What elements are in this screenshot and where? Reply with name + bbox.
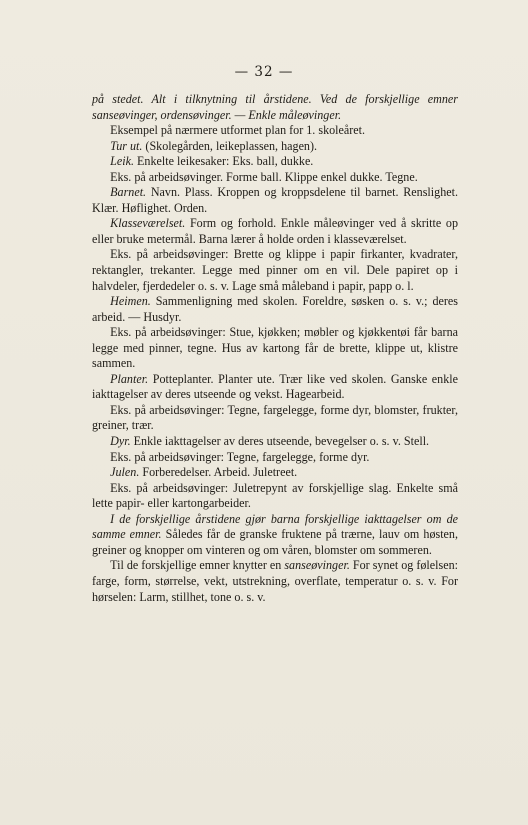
paragraph [92, 465, 458, 481]
text-run: Eks. på arbeidsøvinger: Brette og klippe i papir firkanter, kvadrater, rektangler, trekanter. Legge med pinner om en vil. Dele papiret op i halvdeler, fjerdedeler o. s. v. Lage små måleband i papir, papp o. l. [92, 247, 458, 293]
paragraph [92, 325, 458, 372]
italic-run: Dyr. [110, 434, 131, 449]
italic-run: Tur ut. [110, 138, 143, 153]
paragraph [92, 185, 458, 216]
italic-run: Barnet. [110, 185, 147, 200]
text-run: Forberedelser. Arbeid. Juletreet. [139, 465, 298, 480]
text-run: Navn. Plass. Kroppen og kroppsdelene til barnet. Renslighet. Klær. Høflighet. Orden. [92, 185, 458, 215]
italic-run: Heimen. [110, 294, 151, 309]
page-number: — 32 — [234, 64, 294, 80]
text-run: Eks. på arbeidsøvinger: Tegne, fargelegge, forme dyr, blomster, frukter, greiner, trær. [92, 402, 458, 433]
text-run: For synet og følelsen: farge, form, størrelse, vekt, utstrekning, overflate, temperatur o. s. v. For hørselen: Larm, stillhet, tone o. s. v. [92, 558, 459, 604]
text-run: Således får de granske fruktene på trærne, lauv om høsten, greiner og knopper om vinteren og om våren, blomster om sommeren. [92, 527, 458, 557]
italic-run: I de forskjellige årstidene gjør barna forskjellige iakttagelser om de samme emner. [92, 511, 458, 542]
text-run: Form og forhold. Enkle måleøvinger ved å skritte op eller bruke metermål. Barna lærer å holde orden i klasseværelset. [92, 216, 458, 246]
text-run: Enkle iakttagelser av deres utseende, bevegelser o. s. v. Stell. [130, 434, 430, 449]
italic-run: sanseøvinger. [284, 558, 350, 573]
italic-run: Julen. [110, 465, 140, 480]
paragraph [92, 92, 458, 123]
text-run: Eksempel på nærmere utformet plan for 1. skoleåret. [110, 123, 366, 138]
italic-run: Leik. [110, 154, 134, 169]
text-run: Eks. på arbeidsøvinger: Stue, kjøkken; møbler og kjøkkentøi får barna legge med pinner, tegne. Hus av kartong får de brette, klippe ut, klistre sammen. [92, 325, 458, 371]
paragraph [92, 434, 458, 450]
paragraph [92, 139, 458, 155]
paragraph [92, 481, 458, 512]
text-run: (Skolegården, leikeplassen, hagen). [142, 138, 318, 153]
paragraph [92, 558, 458, 605]
paragraph [92, 123, 458, 139]
text-run: Enkelte leikesaker: Eks. ball, dukke. [134, 154, 314, 169]
text-run: Eks. på arbeidsøvinger: Juletrepynt av forskjellige slag. Enkelte små lette papir- eller kartongarbeider. [92, 480, 458, 511]
text-run: Til de forskjellige emner knytter en [110, 558, 285, 573]
paragraph [92, 512, 458, 559]
text-run: Sammenligning med skolen. Foreldre, søsken o. s. v.; deres arbeid. — Husdyr. [92, 294, 458, 324]
paragraph [92, 154, 458, 170]
paragraph [92, 170, 458, 186]
text-run: Eks. på arbeidsøvinger. Forme ball. Klippe enkel dukke. Tegne. [110, 169, 418, 184]
paragraph [92, 372, 458, 403]
body-text [92, 92, 458, 605]
italic-run: Klasseværelset. [110, 216, 186, 231]
paragraph [92, 247, 458, 294]
text-run: Eks. på arbeidsøvinger: Tegne, fargelegge, forme dyr. [110, 449, 370, 464]
paragraph [92, 403, 458, 434]
italic-run: Planter. [110, 371, 149, 386]
text-run: Potteplanter. Planter ute. Trær like ved skolen. Ganske enkle iakttagelser av deres utseende og vekst. Hagearbeid. [92, 371, 458, 402]
italic-run: på stedet. Alt i tilknytning til årstidene. Ved de forskjellige emner sanseøvinger, ordensøvinger. — Enkle måleøvinger. [92, 92, 458, 122]
paragraph [92, 216, 458, 247]
paragraph [92, 450, 458, 466]
paragraph [92, 294, 458, 325]
